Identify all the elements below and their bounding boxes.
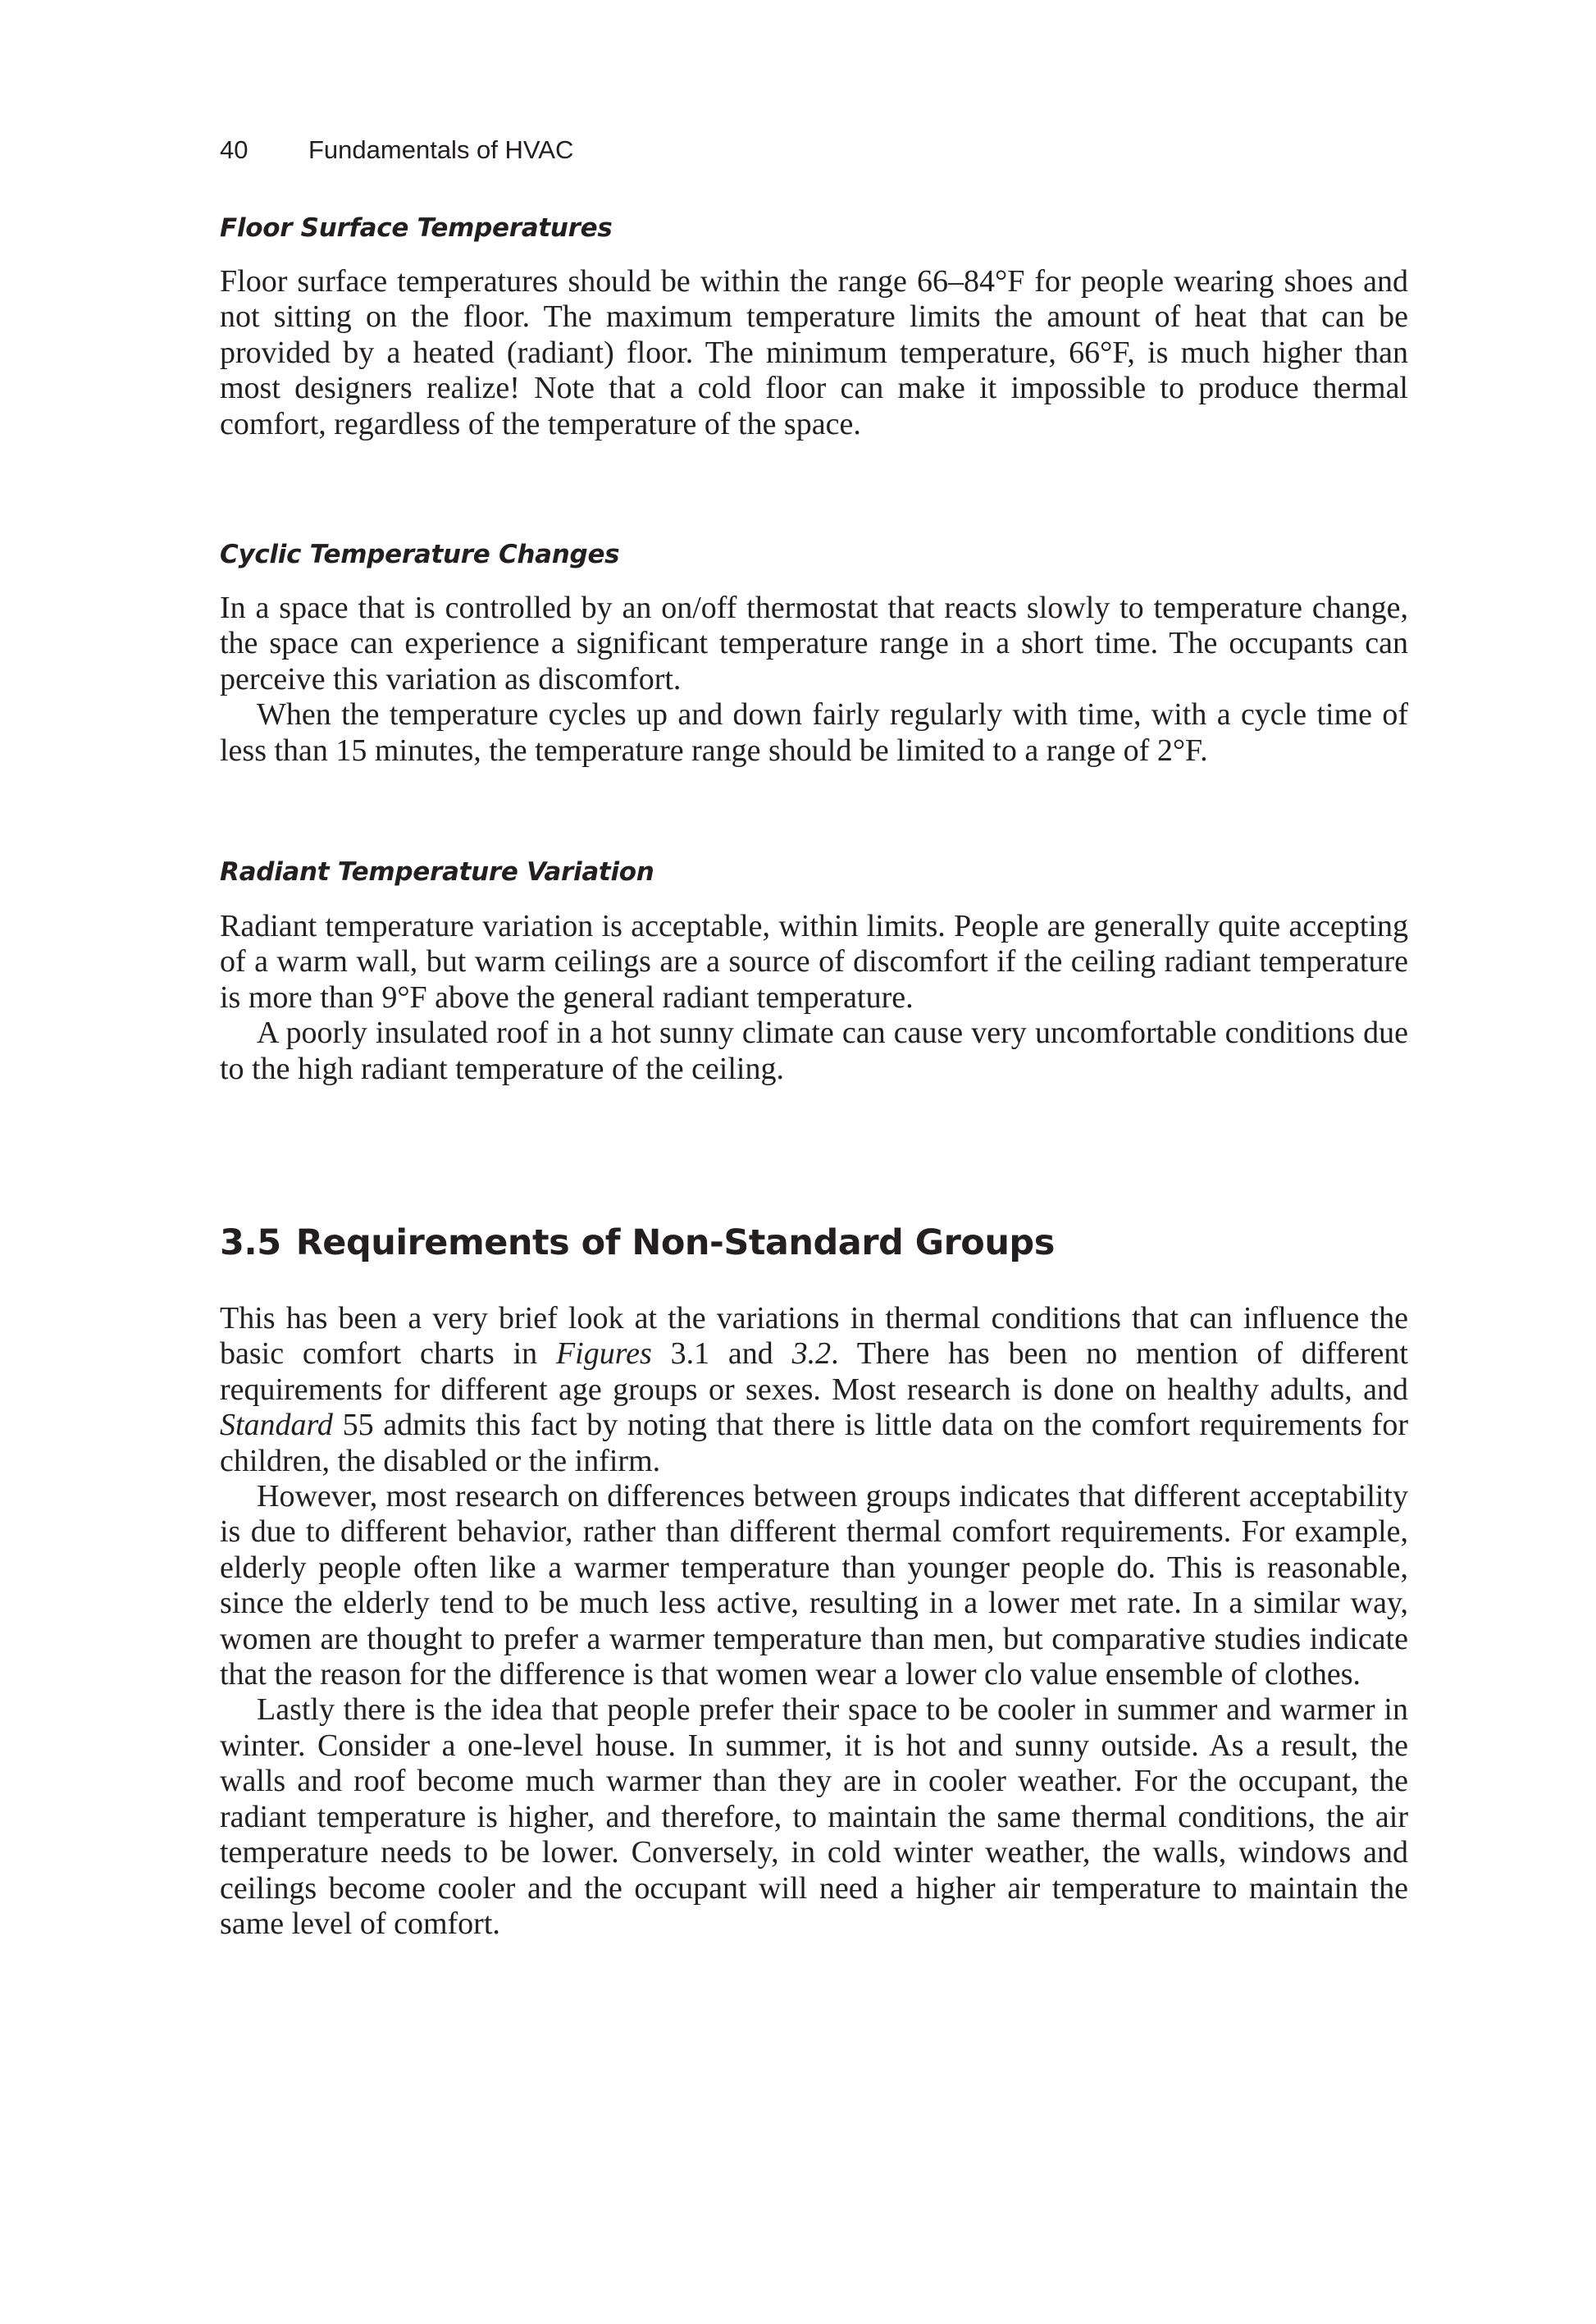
text-run: This has been a very brief look at the variations in thermal conditions that can influence the basic comfort charts in [220,1301,1408,1372]
subsection-radiant-body [220,909,1408,1087]
paragraph: Lastly there is the idea that people prefer their space to be cooler in summer and warmer in winter. Consider a one-level house. In summer, it is hot and sunny outside. As a result, the walls and roof become much warmer than they are in cooler weather. For the occupant, the radiant temperature is higher, and therefore, to maintain the same thermal conditions, the air temperature needs to be lower. Conversely, in cold winter weather, the walls, windows and ceilings become cooler and the occupant will need a higher air temperature to maintain the same level of comfort. [220,1692,1408,1941]
subsection-floor-surface-body [220,264,1408,442]
section-title: Requirements of Non-Standard Groups [295,1222,1055,1263]
subsection-cyclic-body [220,591,1408,769]
paragraph: Radiant temperature variation is acceptable, within limits. People are generally quite accepting of a warm wall, but warm ceilings are a source of discomfort if the ceiling radiant temperature is more than 9°F above the general radiant temperature. [220,909,1408,1015]
section-heading [220,1220,1408,1266]
section-number: 3.5 [220,1222,281,1263]
subsection-radiant [220,856,1408,888]
text-run: . There has been no mention of different requirements for different age groups or sexes. Most research is done on healthy adults, and [220,1336,1408,1407]
text-run: 55 admits this fact by noting that there is little data on the comfort requirements for children, the disabled or the infirm. [220,1408,1408,1478]
paragraph: In a space that is controlled by an on/off thermostat that reacts slowly to temperature change, the space can experience a significant temperature range in a short time. The occupants can perceive this variation as discomfort. [220,591,1408,696]
section-3-5 [220,1220,1408,1266]
paragraph: However, most research on differences between groups indicates that different acceptability is due to different behavior, rather than different thermal comfort requirements. For example, elderly people often like a warmer temperature than younger people do. This is reasonable, since the elderly tend to be much less active, resulting in a lower met rate. In a similar way, women are thought to prefer a warmer temperature than men, but comparative studies indicate that the reason for the difference is that women wear a lower clo value ensemble of clothes. [220,1479,1408,1692]
standard-reference: Standard [220,1408,333,1443]
paragraph [220,1301,1408,1479]
paragraph: Floor surface temperatures should be within the range 66–84°F for people wearing shoes and not sitting on the floor. The maximum temperature limits the amount of heat that can be provided by a heated (radiant) floor. The minimum temperature, 66°F, is much higher than most designers realize! Note that a cold floor can make it impossible to produce thermal comfort, regardless of the temperature of the space. [220,264,1408,441]
figure-reference: 3.2 [791,1336,832,1372]
section-3-5-body [220,1301,1408,1942]
running-header [220,134,573,167]
paragraph: A poorly insulated roof in a hot sunny climate can cause very uncomfortable conditions due to the high radiant temperature of the ceiling. [220,1016,1408,1086]
paragraph: When the temperature cycles up and down fairly regularly with time, with a cycle time of less than 15 minutes, the temperature range should be limited to a range of 2°F. [220,697,1408,768]
subsection-heading: Radiant Temperature Variation [220,857,654,887]
text-run: 3.1 and [651,1336,792,1372]
subsection-heading: Floor Surface Temperatures [220,213,613,243]
subsection-heading: Cyclic Temperature Changes [220,540,620,569]
page-number: 40 [220,135,249,164]
subsection-cyclic [220,538,1408,571]
book-title: Fundamentals of HVAC [308,135,574,164]
subsection-floor-surface [220,212,1408,244]
figure-reference: Figures [555,1336,652,1372]
